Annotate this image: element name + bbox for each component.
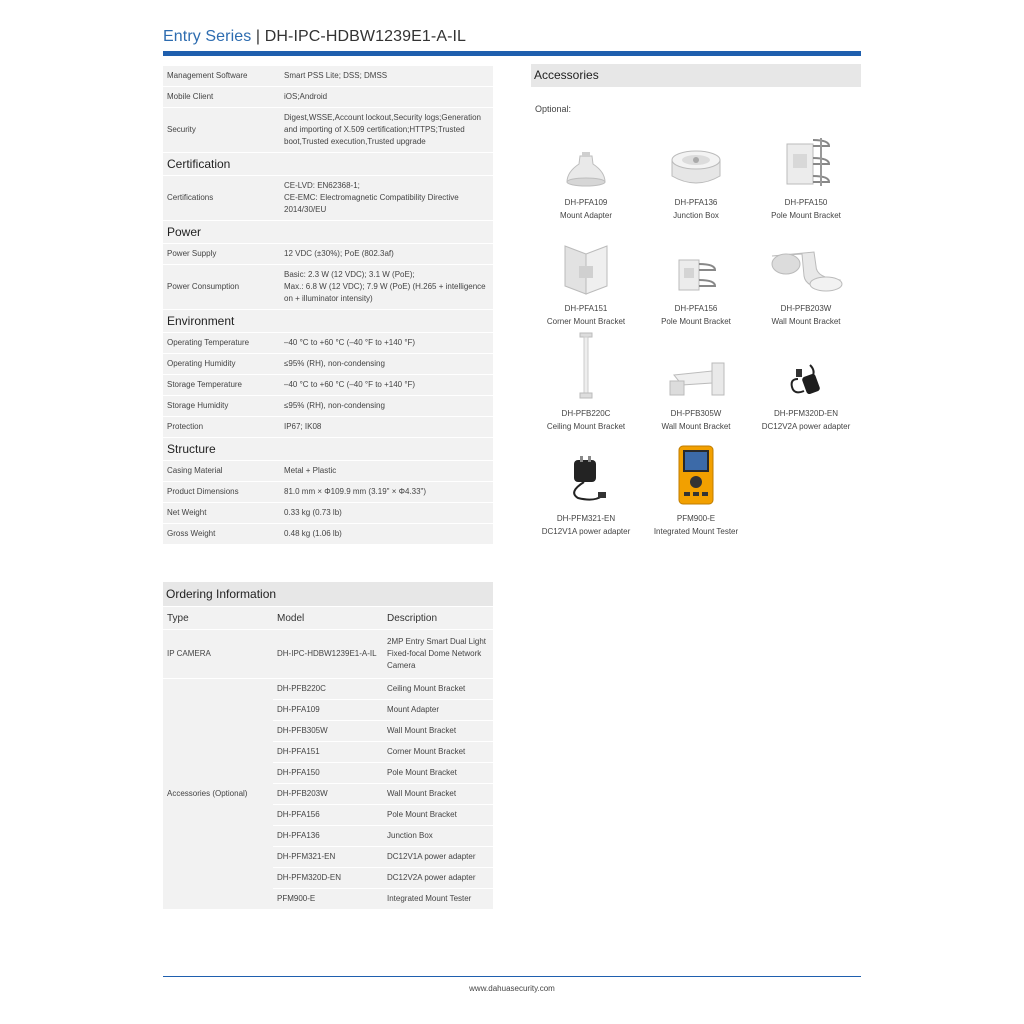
spec-value: 81.0 mm × Φ109.9 mm (3.19" × Φ4.33")	[280, 482, 493, 502]
spec-row	[163, 265, 493, 309]
accessory-description: Integrated Mount Tester	[383, 889, 493, 909]
title-separator: |	[251, 28, 265, 45]
spec-key: Product Dimensions	[163, 482, 280, 502]
accessory-name: Wall Mount Bracket	[771, 317, 841, 326]
accessory-description: Mount Adapter	[383, 700, 493, 720]
col-description: Description	[383, 607, 493, 629]
header-rule	[163, 51, 861, 56]
spec-value: Metal + Plastic	[280, 461, 493, 481]
ordering-section	[163, 582, 493, 910]
spec-key: Net Weight	[163, 503, 280, 523]
wall-arm-bracket-icon	[641, 335, 751, 401]
power-adapter-1a-icon	[531, 440, 641, 506]
accessory-description: Wall Mount Bracket	[383, 784, 493, 804]
accessory-item	[531, 440, 641, 538]
spec-value: –40 °C to +60 °C (–40 °F to +140 °F)	[280, 333, 493, 353]
accessory-description: DC12V2A power adapter	[383, 868, 493, 888]
accessory-description: DC12V1A power adapter	[383, 847, 493, 867]
spec-row	[163, 461, 493, 481]
accessory-name: Corner Mount Bracket	[546, 317, 626, 326]
table-row	[163, 630, 493, 678]
spec-value: 12 VDC (±30%); PoE (802.3af)	[280, 244, 493, 264]
accessory-model: DH-PFA136	[273, 826, 383, 846]
spec-key: Storage Humidity	[163, 396, 280, 416]
spec-section-row	[163, 221, 493, 243]
accessory-model: DH-PFA136	[674, 198, 718, 207]
spec-value: ≤95% (RH), non-condensing	[280, 354, 493, 374]
accessory-item	[641, 124, 751, 222]
accessory-model: DH-PFA150	[784, 198, 828, 207]
accessory-model: DH-PFA156	[273, 805, 383, 825]
accessory-model: DH-PFB305W	[670, 409, 722, 418]
accessory-model: PFM900-E	[273, 889, 383, 909]
accessory-model: DH-PFM321-EN	[273, 847, 383, 867]
ip-camera-model: DH-IPC-HDBW1239E1-A-IL	[273, 630, 383, 678]
accessory-name: Mount Adapter	[559, 211, 613, 220]
accessory-description: Pole Mount Bracket	[383, 763, 493, 783]
spec-table	[163, 65, 493, 545]
spec-row	[163, 396, 493, 416]
col-type: Type	[163, 607, 273, 629]
spec-row	[163, 87, 493, 107]
spec-key: Certifications	[163, 176, 280, 220]
spec-key: Gross Weight	[163, 524, 280, 544]
accessory-name: DC12V1A power adapter	[541, 527, 631, 536]
accessory-description: Wall Mount Bracket	[383, 721, 493, 741]
accessory-model: DH-PFB305W	[273, 721, 383, 741]
accessory-description: Pole Mount Bracket	[383, 805, 493, 825]
accessory-item	[751, 124, 861, 222]
accessory-item	[531, 230, 641, 328]
spec-row	[163, 482, 493, 502]
optional-label: Optional:	[535, 104, 572, 114]
accessory-model: DH-PFB220C	[561, 409, 611, 418]
spec-key: Operating Humidity	[163, 354, 280, 374]
accessory-model: DH-PFB203W	[780, 304, 832, 313]
mount-adapter-icon	[531, 124, 641, 190]
spec-row	[163, 176, 493, 220]
accessories-section	[531, 64, 861, 536]
spec-row	[163, 108, 493, 152]
accessory-item	[751, 230, 861, 328]
spec-key: Security	[163, 108, 280, 152]
pole-bracket-icon	[751, 124, 861, 190]
accessory-item	[531, 335, 641, 433]
spec-row	[163, 244, 493, 264]
accessory-model: DH-PFB220C	[273, 679, 383, 699]
spec-section-row	[163, 153, 493, 175]
accessory-model: DH-PFA150	[273, 763, 383, 783]
accessory-model: DH-PFM320D-EN	[773, 409, 838, 418]
spec-row	[163, 375, 493, 395]
accessory-item	[641, 440, 751, 538]
accessory-name: Junction Box	[673, 211, 719, 220]
spec-row	[163, 333, 493, 353]
wall-bracket-icon	[751, 230, 861, 296]
accessory-description: Junction Box	[383, 826, 493, 846]
accessory-item	[641, 230, 751, 328]
corner-bracket-icon	[531, 230, 641, 296]
accessory-model: DH-PFA151	[564, 304, 608, 313]
structure-title: Structure	[163, 438, 493, 460]
footer-rule	[163, 976, 861, 977]
spec-value: CE-LVD: EN62368-1; CE-EMC: Electromagnetic Compatibility Directive 2014/30/EU	[280, 176, 493, 220]
accessory-model: DH-PFA151	[273, 742, 383, 762]
spec-value: iOS;Android	[280, 87, 493, 107]
spec-value: Smart PSS Lite; DSS; DMSS	[280, 66, 493, 86]
series-name: Entry Series	[163, 28, 252, 45]
table-row	[163, 679, 493, 699]
ordering-title: Ordering Information	[163, 582, 493, 606]
spec-key: Power Consumption	[163, 265, 280, 309]
accessory-model: DH-PFA156	[674, 304, 718, 313]
spec-section	[163, 65, 493, 545]
page-title	[163, 28, 861, 46]
tester-icon	[641, 440, 751, 506]
spec-value: Basic: 2.3 W (12 VDC); 3.1 W (PoE); Max.: 6.8 W (12 VDC); 7.9 W (PoE) (H.265 + intelligence on + illuminator intensity)	[280, 265, 493, 309]
accessory-name: Pole Mount Bracket	[771, 211, 841, 220]
footer-url: www.dahuasecurity.com	[469, 984, 555, 993]
accessory-model: DH-PFA109	[564, 198, 608, 207]
spec-key: Protection	[163, 417, 280, 437]
certification-title: Certification	[163, 153, 493, 175]
spec-key: Power Supply	[163, 244, 280, 264]
ip-camera-desc: 2MP Entry Smart Dual Light Fixed-focal Dome Network Camera	[383, 630, 493, 678]
model-name: DH-IPC-HDBW1239E1-A-IL	[264, 28, 467, 45]
environment-title: Environment	[163, 310, 493, 332]
spec-key: Storage Temperature	[163, 375, 280, 395]
accessory-item	[641, 335, 751, 433]
spec-key: Operating Temperature	[163, 333, 280, 353]
accessory-name: Wall Mount Bracket	[661, 422, 731, 431]
ceiling-bracket-icon	[531, 335, 641, 401]
spec-row	[163, 524, 493, 544]
accessory-name: DC12V2A power adapter	[761, 422, 851, 431]
spec-section-row	[163, 438, 493, 460]
accessory-name: Pole Mount Bracket	[661, 317, 731, 326]
spec-value: Digest,WSSE,Account lockout,Security logs;Generation and importing of X.509 certification;HTTPS;Trusted boot,Trusted execution,Trusted upgrade	[280, 108, 493, 152]
accessory-item	[531, 124, 641, 222]
junction-box-icon	[641, 124, 751, 190]
spec-row	[163, 417, 493, 437]
spec-value: ≤95% (RH), non-condensing	[280, 396, 493, 416]
spec-section-row	[163, 310, 493, 332]
accessory-model: DH-PFM320D-EN	[273, 868, 383, 888]
col-model: Model	[273, 607, 383, 629]
accessory-name: Ceiling Mount Bracket	[546, 422, 626, 431]
page-header	[163, 28, 861, 46]
accessory-item	[751, 335, 861, 433]
spec-key: Management Software	[163, 66, 280, 86]
accessory-name: Integrated Mount Tester	[653, 527, 739, 536]
spec-value: IP67; IK08	[280, 417, 493, 437]
spec-row	[163, 66, 493, 86]
ordering-table	[163, 606, 493, 910]
accessories-type: Accessories (Optional)	[163, 679, 273, 909]
spec-key: Casing Material	[163, 461, 280, 481]
accessory-model: DH-PFM321-EN	[556, 514, 616, 523]
spec-key: Mobile Client	[163, 87, 280, 107]
spec-row	[163, 354, 493, 374]
accessory-description: Ceiling Mount Bracket	[383, 679, 493, 699]
accessory-model: DH-PFB203W	[273, 784, 383, 804]
power-title: Power	[163, 221, 493, 243]
pole-bracket-small-icon	[641, 230, 751, 296]
spec-row	[163, 503, 493, 523]
ordering-header-row	[163, 607, 493, 629]
accessory-model: DH-PFA109	[273, 700, 383, 720]
accessory-description: Corner Mount Bracket	[383, 742, 493, 762]
spec-value: –40 °C to +60 °C (–40 °F to +140 °F)	[280, 375, 493, 395]
power-adapter-2a-icon	[751, 335, 861, 401]
accessory-model: PFM900-E	[676, 514, 716, 523]
spec-value: 0.48 kg (1.06 lb)	[280, 524, 493, 544]
spec-value: 0.33 kg (0.73 lb)	[280, 503, 493, 523]
accessories-title: Accessories	[531, 64, 861, 87]
ip-camera-type: IP CAMERA	[163, 630, 273, 678]
